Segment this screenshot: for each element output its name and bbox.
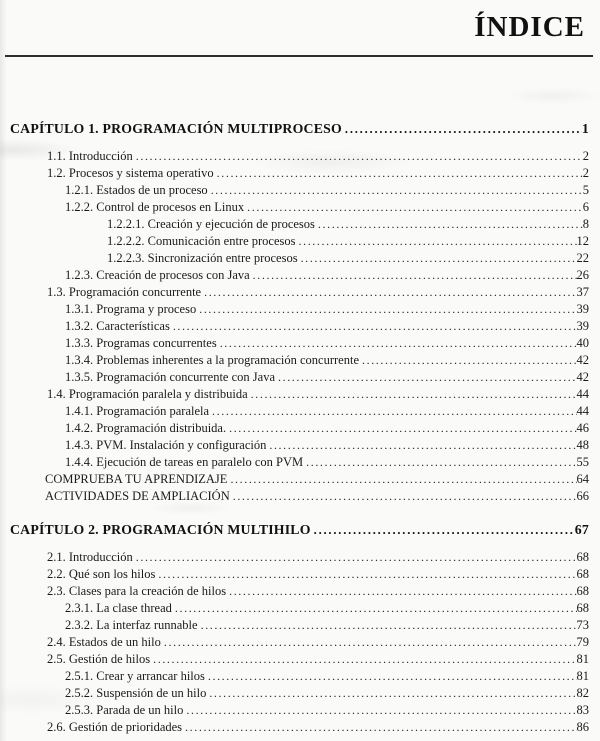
toc-entry-label: 1.1. Introducción [47,149,133,163]
toc-entry-page: 42 [576,353,589,367]
toc-entry-row [10,369,589,386]
toc-entry-row [10,583,589,600]
toc-chapter-row [10,520,589,540]
toc-entry-label: 1.3.2. Características [65,319,170,333]
toc-entry-row [10,352,589,369]
toc-entry-label: 2.4. Estados de un hilo [47,635,161,649]
toc-dot-leader [298,250,577,267]
toc-entry-page: 39 [576,319,589,333]
toc-entry-label: 2.5.2. Suspensión de un hilo [65,686,207,700]
toc-entry-row [10,617,589,634]
toc-dot-leader [133,148,583,165]
toc-dot-leader [183,702,576,719]
toc-entry-label: 2.3.2. La interfaz runnable [65,618,198,632]
toc-entry-label: ACTIVIDADES DE AMPLIACIÓN [45,489,230,503]
toc-entry-label: 1.2.2.2. Comunicación entre procesos [107,234,296,248]
toc-entry-label: 1.4.4. Ejecución de tareas en paralelo con PVM [65,455,304,469]
toc-entry-label: 1.4.1. Programación paralela [65,404,210,418]
toc-entry-row [10,403,589,420]
toc-entry-label: 1.3. Programación concurrente [47,285,202,299]
toc-dot-leader [250,267,577,284]
toc-entry-row [10,386,589,403]
toc-entry-page: 26 [576,268,589,282]
toc-entry-row [10,437,589,454]
toc-entry-row [10,668,589,685]
toc-entry-label: 1.2.2. Control de procesos en Linux [65,200,245,214]
toc-dot-leader [230,488,577,505]
toc-chapter-row [10,119,589,139]
toc-entry-page: 64 [576,472,589,486]
toc-entry-page: 68 [576,567,589,581]
toc-entry-row [10,250,589,267]
toc-dot-leader [275,369,577,386]
toc-dot-leader [359,352,577,369]
toc-dot-leader [226,420,576,437]
toc-entry-label: CAPÍTULO 2. PROGRAMACIÓN MULTIHILO [10,522,311,537]
toc-entry-label: 1.2.3. Creación de procesos con Java [65,268,250,282]
toc-dot-leader [217,335,577,352]
toc-entry-row [10,471,589,488]
toc-dot-leader [315,216,583,233]
toc-dot-leader [133,549,577,566]
toc-dot-leader [311,520,575,540]
toc-entry-row [10,182,589,199]
toc-dot-leader [172,600,577,617]
toc-entry-row [10,702,589,719]
toc-dot-leader [296,233,577,250]
toc-entry-label: 1.2. Procesos y sistema operativo [47,166,214,180]
toc-entry-label: 1.3.4. Problemas inherentes a la programación concurrente [65,353,359,367]
toc-entry-label: 1.4. Programación paralela y distribuida [47,387,248,401]
toc-dot-leader [198,617,577,634]
toc-entry-page: 46 [576,421,589,435]
toc-entry-label: 2.3. Clases para la creación de hilos [47,584,227,598]
toc-entry-label: 1.4.3. PVM. Instalación y configuración [65,438,267,452]
toc-entry-page: 8 [582,217,589,231]
toc-entry-label: 2.5.3. Parada de un hilo [65,703,184,717]
toc-entry-label: 1.3.1. Programa y proceso [65,302,197,316]
toc-entry-row [10,216,589,233]
toc-entry-page: 48 [576,438,589,452]
toc-entry-page: 55 [576,455,589,469]
toc-entry-page: 6 [582,200,589,214]
toc-list [0,119,600,736]
toc-entry-label: 1.3.3. Programas concurrentes [65,336,217,350]
toc-entry-row [10,600,589,617]
toc-entry-label: CAPÍTULO 1. PROGRAMACIÓN MULTIPROCESO [10,121,342,136]
toc-entry-label: 1.3.5. Programación concurrente con Java [65,370,275,384]
toc-entry-label: 1.4.2. Programación distribuida. [65,421,227,435]
toc-entry-label: 2.6. Gestión de prioridades [47,720,183,734]
toc-entry-row [10,301,589,318]
toc-entry-row [10,267,589,284]
header-rule [5,55,593,57]
toc-dot-leader [150,651,576,668]
toc-entry-page: 44 [576,387,589,401]
toc-entry-row [10,199,589,216]
toc-entry-label: 2.5.1. Crear y arrancar hilos [65,669,205,683]
toc-entry-label: 2.3.1. La clase thread [65,601,172,615]
toc-entry-row [10,335,589,352]
toc-entry-label: 1.2.2.1. Creación y ejecución de procesos [107,217,315,231]
toc-entry-page: 2 [582,166,589,180]
toc-entry-row [10,165,589,182]
toc-dot-leader [248,386,577,403]
toc-dot-leader [226,583,576,600]
toc-entry-page: 5 [582,183,589,197]
toc-entry-row [10,566,589,583]
toc-entry-page: 68 [576,601,589,615]
page-header [0,8,600,57]
toc-dot-leader [208,182,583,199]
toc-entry-page: 68 [576,584,589,598]
toc-entry-row [10,284,589,301]
page-title: ÍNDICE [474,11,585,43]
toc-entry-page: 81 [576,669,589,683]
toc-entry-page: 2 [582,149,589,163]
toc-dot-leader [205,668,577,685]
toc-dot-leader [170,318,577,335]
toc-dot-leader [266,437,576,454]
toc-dot-leader [161,634,577,651]
toc-entry-page: 82 [576,686,589,700]
toc-entry-row [10,651,589,668]
toc-entry-row [10,719,589,736]
toc-entry-label: 2.1. Introducción [47,550,133,564]
toc-dot-leader [227,471,576,488]
toc-dot-leader [155,566,576,583]
toc-entry-label: COMPRUEBA TU APRENDIZAJE [45,472,228,486]
toc-entry-row [10,318,589,335]
toc-entry-label: 2.5. Gestión de hilos [47,652,151,666]
toc-entry-page: 79 [576,635,589,649]
toc-entry-page: 67 [574,522,589,537]
toc-entry-row [10,148,589,165]
toc-entry-page: 40 [576,336,589,350]
toc-entry-row [10,685,589,702]
toc-entry-page: 68 [576,550,589,564]
toc-entry-row [10,634,589,651]
toc-entry-row [10,549,589,566]
toc-entry-label: 1.2.2.3. Sincronización entre procesos [107,251,298,265]
toc-dot-leader [342,119,582,139]
toc-entry-page: 42 [576,370,589,384]
toc-entry-page: 37 [576,285,589,299]
toc-entry-label: 2.2. Qué son los hilos [47,567,156,581]
toc-dot-leader [303,454,576,471]
toc-dot-leader [206,685,576,702]
toc-entry-row [10,420,589,437]
toc-entry-page: 73 [576,618,589,632]
toc-entry-page: 81 [576,652,589,666]
toc-entry-page: 44 [576,404,589,418]
toc-dot-leader [209,403,576,420]
toc-dot-leader [182,719,576,736]
toc-entry-page: 39 [576,302,589,316]
toc-entry-page: 22 [576,251,589,265]
toc-entry-row [10,488,589,505]
toc-dot-leader [244,199,583,216]
toc-entry-row [10,454,589,471]
toc-entry-label: 1.2.1. Estados de un proceso [65,183,208,197]
toc-entry-page: 1 [581,121,589,136]
toc-dot-leader [196,301,576,318]
toc-entry-row [10,233,589,250]
toc-entry-page: 12 [576,234,589,248]
toc-entry-page: 83 [576,703,589,717]
toc-dot-leader [214,165,583,182]
toc-dot-leader [201,284,576,301]
toc-entry-page: 86 [576,720,589,734]
toc-entry-page: 66 [576,489,589,503]
